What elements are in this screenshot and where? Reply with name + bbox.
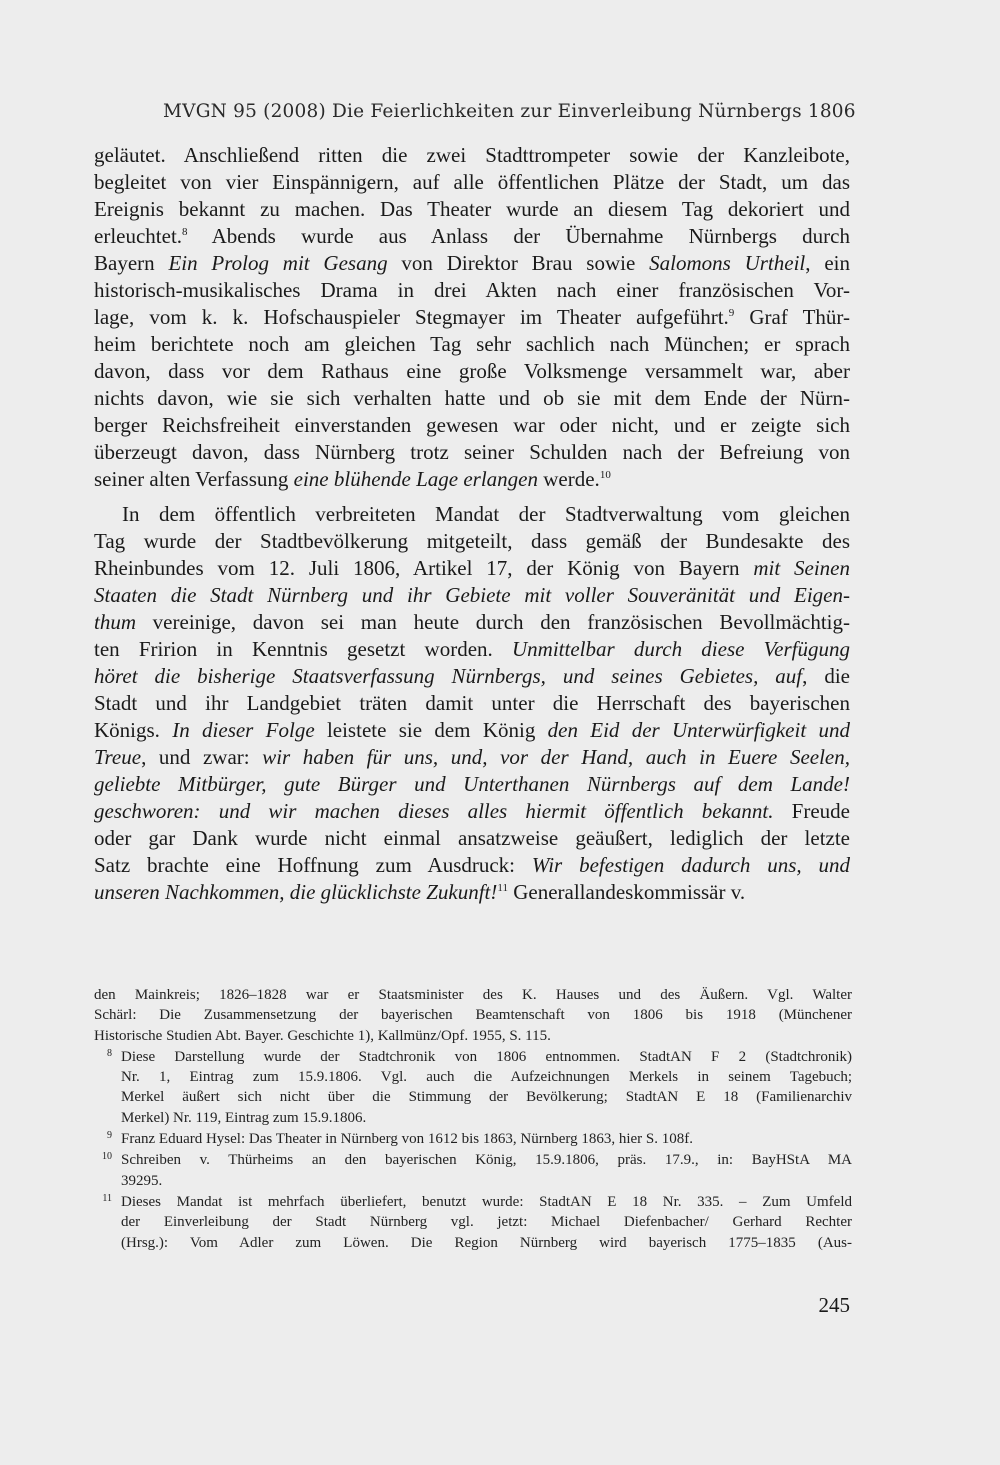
- text-line: [94, 304, 850, 331]
- text-run: Satz brachte eine Hoffnung zum Ausdruck:: [94, 853, 532, 877]
- footnote-line: Schreiben v. Thürheims an den bayerischen König, 15.9.1806, präs. 17.9., in: BayHStA MA: [121, 1152, 852, 1169]
- quoted-text: Wir befestigen dadurch uns, und: [531, 853, 850, 877]
- text-run: Bayern: [94, 251, 169, 275]
- footnote: [94, 1129, 852, 1149]
- text-line: [94, 744, 850, 771]
- footnotes: [94, 985, 852, 1253]
- footnote-line: Merkel) Nr. 119, Eintrag zum 15.9.1806.: [121, 1109, 367, 1126]
- text-line: [94, 879, 850, 906]
- footnote-ref: 8: [182, 226, 188, 238]
- text-line: begleitet von vier Einspännigern, auf alle öffentlichen Plätze der Stadt, um das: [94, 170, 850, 194]
- text-run: Freude: [773, 799, 850, 823]
- footnote-ref: 10: [599, 469, 611, 481]
- text-line: oder gar Dank wurde nicht einmal ansatzweise geäußert, lediglich der letzte: [94, 826, 850, 850]
- text-line: Stadt und ihr Landgebiet träten damit unter die Herrschaft des bayerischen: [94, 691, 850, 715]
- text-run: erleuchtet.: [94, 224, 183, 248]
- text-run: lage, vom k. k. Hofschauspieler Stegmayer im Theater aufgeführt.: [94, 305, 729, 329]
- quoted-text: Unmittelbar durch diese Verfügung: [512, 637, 851, 661]
- text-line: [94, 852, 850, 879]
- text-line: [94, 771, 850, 798]
- footnote-line: Dieses Mandat ist mehrfach überliefert, benutzt wurde: StadtAN E 18 Nr. 335. – Zum Umfeld: [121, 1193, 852, 1210]
- text-line: In dem öffentlich verbreiteten Mandat der Stadtverwaltung vom gleichen: [122, 502, 850, 526]
- quoted-text: den Eid der Unterwürfigkeit und: [547, 718, 850, 742]
- quoted-text: Treue: [94, 745, 142, 769]
- footnote-line: Schärl: Die Zusammensetzung der bayerischen Beamtenschaft von 1806 bis 1918 (Münchener: [94, 1007, 852, 1024]
- text-run: , ein: [805, 251, 850, 275]
- text-line: geläutet. Anschließend ritten die zwei Stadttrompeter sowie der Kanzleibote,: [94, 143, 850, 167]
- quoted-text: höret die bisherige Staatsverfassung Nürnbergs, und seines Gebietes, auf: [94, 664, 803, 688]
- quoted-text: eine blühende Lage erlangen: [293, 467, 538, 491]
- footnote-number: 8: [107, 1047, 112, 1059]
- footnote-line: Diese Darstellung wurde der Stadtchronik von 1806 entnommen. StadtAN F 2 (Stadtchronik): [121, 1048, 852, 1065]
- text-run: Generallandeskommissär v.: [507, 880, 746, 904]
- text-line: [94, 663, 850, 690]
- quoted-text: thum: [94, 610, 136, 634]
- text-line: [94, 636, 850, 663]
- quoted-text: In dieser Folge: [172, 718, 315, 742]
- text-line: [94, 609, 850, 636]
- text-line: [94, 582, 850, 609]
- text-line: [94, 223, 850, 250]
- running-head: MVGN 95 (2008) Die Feierlichkeiten zur Einverleibung Nürnbergs 1806: [163, 101, 856, 122]
- text-run: Graf Thür-: [734, 305, 850, 329]
- quoted-text: Ein Prolog mit Gesang: [168, 251, 388, 275]
- text-line: [94, 717, 850, 744]
- text-line: überzeugt davon, dass Nürnberg trotz seiner Schulden nach der Befreiung von: [94, 440, 850, 464]
- quoted-text: Staaten die Stadt Nürnberg und ihr Gebiete mit voller Souveränität und Eigen-: [94, 583, 850, 607]
- text-run: Rheinbundes vom 12. Juli 1806, Artikel 17, der König von Bayern: [94, 556, 754, 580]
- quoted-text: geschworen: und wir machen dieses alles hiermit öffentlich bekannt.: [94, 799, 774, 823]
- text-line: berger Reichsfreiheit einverstanden gewesen war oder nicht, und er zeigte sich: [94, 413, 850, 437]
- text-line: [94, 798, 850, 825]
- footnote-line: den Mainkreis; 1826–1828 war er Staatsminister des K. Hauses und des Äußern. Vgl. Walter: [94, 987, 852, 1003]
- text-run: seiner alten Verfassung: [94, 467, 294, 491]
- quoted-text: wir haben für uns, und, vor der Hand, auch in Euere Seelen,: [262, 745, 851, 769]
- text-line: [94, 466, 850, 493]
- paragraph-2: [94, 501, 850, 906]
- text-run: vereinige, davon sei man heute durch den französischen Bevollmächtig-: [136, 610, 850, 634]
- text-line: nichts davon, wie sie sich verhalten hatte und ob sie mit dem Ende der Nürn-: [94, 386, 850, 410]
- text-run: , und zwar:: [141, 745, 263, 769]
- text-run: , die: [802, 664, 850, 688]
- footnote-line: Nr. 1, Eintrag zum 15.9.1806. Vgl. auch die Aufzeichnungen Merkels in seinem Tagebuch;: [121, 1069, 852, 1086]
- text-run: leistete sie dem König: [314, 718, 548, 742]
- quoted-text: Salomons Urtheil: [649, 251, 806, 275]
- text-run: werde.: [538, 467, 600, 491]
- quoted-text: geliebte Mitbürger, gute Bürger und Unterthanen Nürnbergs auf dem Lande!: [94, 772, 850, 796]
- footnote-number: 11: [102, 1192, 112, 1204]
- text-line: historisch-musikalisches Drama in drei Akten nach einer französischen Vor-: [94, 278, 850, 302]
- footnote-line: Historische Studien Abt. Bayer. Geschichte 1), Kallmünz/Opf. 1955, S. 115.: [94, 1027, 551, 1044]
- footnote-line: 39295.: [121, 1172, 163, 1189]
- paragraph-1: [94, 142, 850, 493]
- text-line: Ereignis bekannt zu machen. Das Theater wurde an diesem Tag dekoriert und: [94, 197, 850, 221]
- text-line: [94, 555, 850, 582]
- footnote-ref: 9: [728, 307, 735, 319]
- quoted-text: mit Seinen: [753, 556, 850, 580]
- text-line: [94, 250, 850, 277]
- text-run: Königs.: [94, 718, 173, 742]
- footnote: [94, 1192, 852, 1253]
- text-line: heim berichtete noch am gleichen Tag sehr sachlich nach München; er sprach: [94, 332, 850, 356]
- footnote-number: 10: [102, 1151, 112, 1163]
- footnote-line: Merkel äußert sich nicht über die Stimmung der Bevölkerung; StadtAN E 18 (Familienarchiv: [121, 1089, 852, 1106]
- page-number: 245: [818, 1293, 850, 1317]
- text-line: davon, dass vor dem Rathaus eine große Volksmenge versammelt war, aber: [94, 359, 850, 383]
- text-run: Abends wurde aus Anlass der Übernahme Nürnbergs durch: [187, 224, 850, 248]
- footnote-line: (Hrsg.): Vom Adler zum Löwen. Die Region Nürnberg wird bayerisch 1775–1835 (Aus-: [121, 1234, 852, 1251]
- quoted-text: unseren Nachkommen, die glücklichste Zukunft!: [94, 880, 498, 904]
- footnote-ref: 11: [497, 882, 508, 894]
- footnote: [94, 1150, 852, 1191]
- footnote: [94, 985, 852, 1046]
- text-run: ten Fririon in Kenntnis gesetzt worden.: [94, 637, 512, 661]
- main-text: [94, 142, 850, 906]
- footnote-line: der Einverleibung der Stadt Nürnberg vgl. jetzt: Michael Diefenbacher/ Gerhard Rechter: [121, 1214, 852, 1231]
- footnote-line: Franz Eduard Hysel: Das Theater in Nürnberg von 1612 bis 1863, Nürnberg 1863, hier S. 108f.: [121, 1131, 693, 1148]
- text-line: Tag wurde der Stadtbevölkerung mitgeteilt, dass gemäß der Bundesakte des: [94, 529, 850, 553]
- footnote: [94, 1047, 852, 1128]
- footnote-number: 9: [107, 1130, 112, 1142]
- text-run: von Direktor Brau sowie: [387, 251, 650, 275]
